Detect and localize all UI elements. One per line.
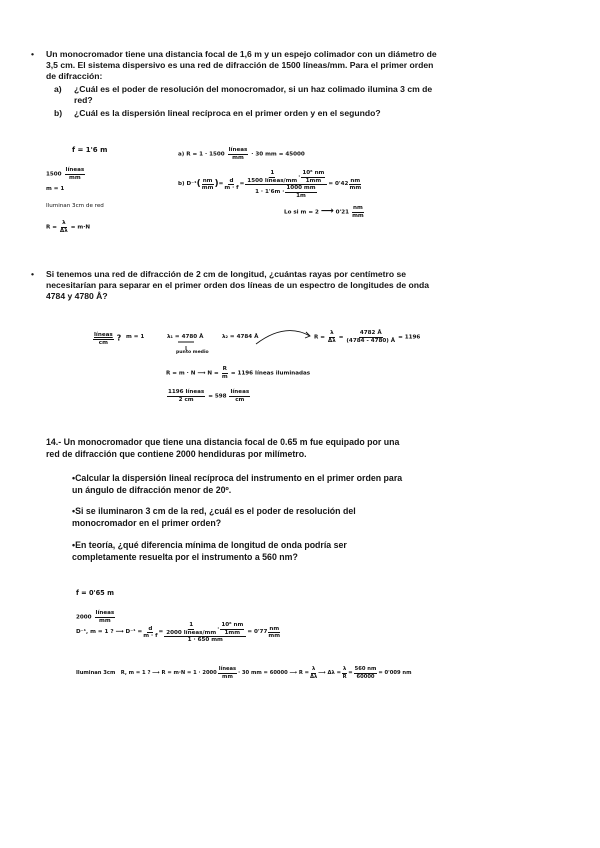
- hw-answer-b-order2: Lo si m = 2 ⟶ 0'21 $\frac{nm}{mm}$: [284, 205, 364, 219]
- hw-midpoint-label: punto medio: [176, 350, 209, 355]
- hw-answer-b: b) D⁻¹ ( nm mm ) = $\frac{d}{m \cdot f}$ = 1 1500 líneas/mm · 10⁶ nm 1mm 1 · 1'6m · 1000 mm 1m = 0'42 nm mm: [178, 170, 362, 199]
- hw-order: m = 1: [126, 334, 145, 340]
- problem-14-item-3: •En teoría, ¿qué diferencia mínima de longitud de onda podría ser completamente resuelta por el instrumento a 560 nm?: [72, 540, 347, 562]
- problem-1-statement: Un monocromador tiene una distancia focal de 1,6 m y un espejo colimador con un diámetro de 3,5 cm. El sistema dispersivo es una red de difracción de 1500 líneas/mm. Para el primer orden de difracción:: [46, 49, 437, 82]
- bullet: •: [31, 269, 35, 279]
- hw-resolution-calc: R = $\frac{\lambda}{\Delta\lambda}$ = $\frac{4782 Å}{(4784 - 4780) Å}$ = 1196: [314, 330, 421, 344]
- hw-lines: 1500 líneas mm: [46, 167, 85, 181]
- problem-2-statement: Si tenemos una red de difracción de 2 cm de longitud, ¿cuántas rayas por centímetro se necesitarían para separar en el primer orden dos líneas de un espectro de longitudes de onda 4784 y 4780 Å?: [46, 269, 430, 302]
- problem-14-item-2: •Si se iluminaron 3 cm de la red, ¿cuál es el poder de resolución del monocromador en el primer orden?: [72, 506, 356, 528]
- hw-resolution-and-delta: Iluminan 3cm R, m = 1 ? ⟶ R = m·N = 1 · 2000 líneas mm · 30 mm = 60000 ⟶ R = $\frac{\lambda}{\Delta\lambda}$ ⟶ Δλ = $\frac{\lambda}{R}$ = $\frac{560 nm}{60000}$ = 0'009 nm: [76, 666, 412, 680]
- hw-lambda1: λ₁ = 4780 Å: [167, 334, 204, 340]
- hw-dispersion-calc: D⁻¹, m = 1 ? ⟶ D⁻¹ = $\frac{d}{m \cdot f}$ = 1 2000 líneas/mm · 10⁶ nm 1mm 1 · 650 mm = 0'77 nm mm: [76, 622, 281, 643]
- hw-resolution-formula: R = $\frac{\lambda}{\Delta\lambda}$ = m·N: [46, 220, 91, 234]
- question-b-label: b): [54, 108, 63, 118]
- hw-unknown: líneas cm ?: [94, 332, 122, 346]
- hw-lambda2: λ₂ = 4784 Å: [222, 334, 259, 340]
- hw-illuminated: Iluminan 3cm de red: [46, 203, 104, 209]
- hw-focal: f = 0'65 m: [76, 589, 114, 597]
- hw-focal: f = 1'6 m: [72, 146, 108, 154]
- problem-14-statement: 14.- Un monocromador que tiene una distancia focal de 0.65 m fue equipado por una red de difracción que contiene 2000 hendiduras por milímetro.: [46, 437, 400, 459]
- hw-lines-calc: R = m · N ⟶ N = $\frac{R}{m}$ = 1196 líneas iluminadas: [166, 366, 311, 380]
- hw-order: m = 1: [46, 186, 65, 192]
- problem-14-item-1: •Calcular la dispersión lineal recíproca del instrumento en el primer orden para un ángulo de difracción menor de 20º.: [72, 473, 403, 495]
- hw-lines: 2000 líneas mm: [76, 610, 115, 624]
- question-a: ¿Cuál es el poder de resolución del monocromador, si un haz colimado ilumina 3 cm de red?: [74, 84, 433, 106]
- hw-arrow-curve: [160, 322, 320, 352]
- question-b: ¿Cuál es la dispersión lineal recíproca en el primer orden y en el segundo?: [74, 108, 381, 118]
- question-a-label: a): [54, 84, 62, 94]
- hw-final-answer: 1196 líneas 2 cm = 598 líneas cm: [168, 389, 250, 403]
- hw-answer-a: a) R = 1 · 1500 líneas mm · 30 mm = 45000: [178, 147, 305, 161]
- bullet: •: [31, 49, 35, 59]
